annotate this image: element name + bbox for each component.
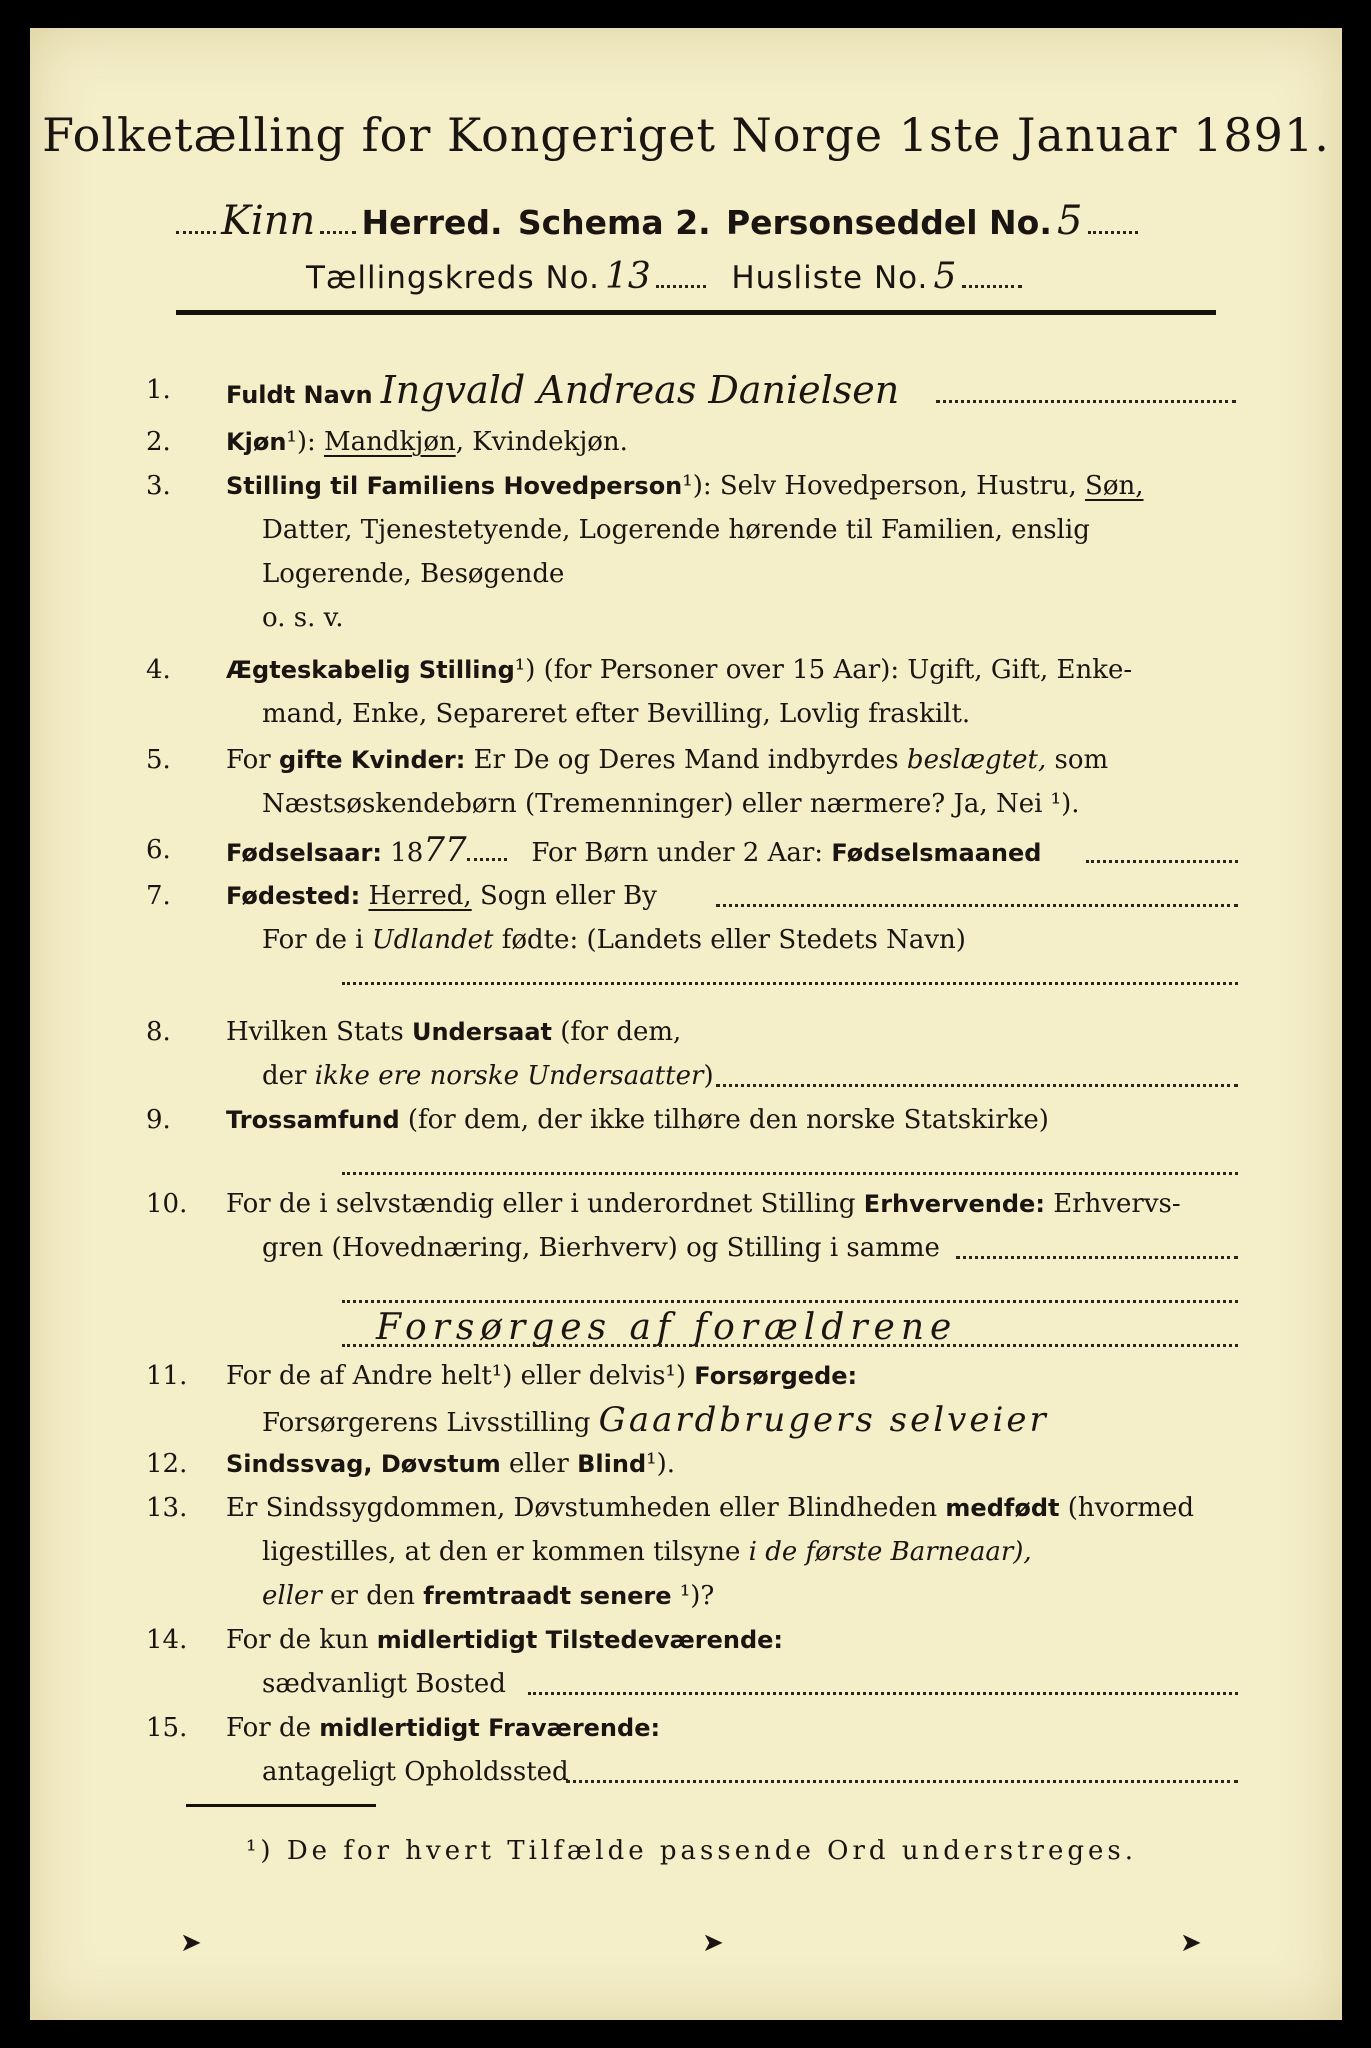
item-5-som: som — [1054, 745, 1109, 775]
footnote-ref: ¹): — [682, 471, 712, 501]
item-number: 10. — [146, 1189, 188, 1219]
item-7-line-2 — [262, 918, 966, 962]
aegteskab-label: Ægteskabelig Stilling — [226, 656, 515, 684]
item-number: 15. — [146, 1713, 188, 1743]
fill-line — [342, 1172, 1238, 1175]
forsorgede-label: Forsørgede: — [694, 1362, 858, 1390]
forsorger-value: Gaardbrugers selveier — [598, 1400, 1049, 1440]
fodselsaar-prefix: 18 — [390, 838, 424, 868]
kreds-label: Tællingskreds No. — [306, 260, 600, 296]
sindssvag-label: Sindssvag, Døvstum — [226, 1450, 501, 1478]
footnote-ref: ¹)? — [679, 1581, 715, 1611]
item-8-der: der — [262, 1061, 307, 1091]
item-5-line-2: Næstsøskendebørn (Tremenninger) eller nærmere? Ja, Nei ¹). — [262, 789, 1080, 819]
herred-value: Kinn — [221, 198, 316, 244]
item-10-line-2: gren (Hovednæring, Bierhverv) og Stilling i samme — [262, 1233, 940, 1263]
kjon-option-kvindekjon: , Kvindekjøn. — [455, 427, 628, 457]
item-13-text: Er Sindssygdommen, Døvstumheden eller Blindheden — [226, 1493, 938, 1523]
tilstedevaerende-label: midlertidigt Tilstedeværende: — [376, 1626, 784, 1654]
item-number: 8. — [146, 1017, 171, 1047]
item-9-line-1 — [226, 1098, 1049, 1142]
fodselsaar-value: 77 — [423, 830, 467, 870]
item-5-pre: For — [226, 745, 271, 775]
item-14-line-1 — [226, 1618, 783, 1662]
schema-label: Schema 2. — [517, 203, 711, 242]
fodselsaar-label: Fødselsaar: — [226, 839, 382, 867]
fremtraadt-label: fremtraadt senere — [423, 1582, 672, 1610]
opholdssted-label: antageligt Opholdssted — [262, 1757, 569, 1787]
item-number: 14. — [146, 1625, 188, 1655]
item-3-line-1 — [226, 464, 1144, 508]
herred-line — [176, 198, 1138, 244]
fill-line — [936, 400, 1236, 403]
item-3-line-4: o. s. v. — [262, 603, 344, 633]
fill-line — [528, 1692, 1238, 1695]
item-8-text: Hvilken Stats — [226, 1017, 404, 1047]
kreds-line — [306, 256, 1022, 297]
item-number: 4. — [146, 655, 171, 685]
item-11-line-2 — [262, 1398, 1049, 1445]
herred-label: Herred. — [361, 203, 503, 242]
item-10-erhvervs: Erhvervs- — [1053, 1189, 1181, 1219]
item-8-paren: ) — [703, 1061, 714, 1091]
form-title: Folketælling for Kongeriget Norge 1ste Januar 1891. — [42, 108, 1330, 162]
item-number: 9. — [146, 1105, 171, 1135]
item-11-delvis: ¹) eller delvis — [491, 1361, 666, 1391]
item-6-row — [226, 828, 1041, 875]
item-9-text: (for dem, der ikke tilhøre den norske Statskirke) — [407, 1105, 1049, 1135]
item-number: 3. — [146, 471, 171, 501]
fravaerende-label: midlertidigt Fraværende: — [319, 1714, 661, 1742]
item-13-italic: i de første Barneaar), — [748, 1537, 1032, 1567]
fodselsmaaned-label: Fødselsmaaned — [831, 839, 1042, 867]
fuldt-navn-value: Ingvald Andreas Danielsen — [380, 368, 900, 412]
item-12-eller: eller — [509, 1449, 569, 1479]
fodested-option-herred: Herred, — [368, 881, 472, 911]
fodselsmaaned-text: For Børn under 2 Aar: — [531, 838, 824, 868]
footnote-ref: ¹) — [665, 1361, 686, 1391]
erhvervende-label: Erhvervende: — [863, 1190, 1045, 1218]
fill-line — [342, 1300, 1238, 1303]
corner-mark-icon: ➤ — [180, 1928, 202, 1958]
footnote-ref: ¹) — [514, 655, 536, 685]
item-8-text-2: (for dem, — [560, 1017, 682, 1047]
item-4-line-1 — [226, 648, 1132, 692]
husliste-value: 5 — [933, 256, 957, 297]
item-number: 2. — [146, 427, 171, 457]
item-number: 12. — [146, 1449, 188, 1479]
stilling-options: Selv Hovedperson, Hustru, — [719, 471, 1077, 501]
trossamfund-label: Trossamfund — [226, 1106, 400, 1134]
item-2-row — [226, 420, 628, 464]
item-number: 1. — [146, 375, 171, 405]
aegteskab-options: (for Personer over 15 Aar): Ugift, Gift, Enke- — [543, 655, 1133, 685]
item-13-eller: eller — [262, 1581, 322, 1611]
item-13-text-2: ligestilles, at den er kommen tilsyne — [262, 1537, 741, 1567]
fill-line — [716, 1084, 1238, 1087]
kreds-value: 13 — [605, 256, 651, 297]
forsorger-label: Forsørgerens Livsstilling — [262, 1408, 591, 1438]
fill-line — [342, 1344, 1238, 1347]
item-8-italic: ikke ere norske Undersaatter — [314, 1061, 704, 1091]
item-number: 13. — [146, 1493, 188, 1523]
udland-rest: fødte: (Landets eller Stedets Navn) — [501, 925, 966, 955]
fill-line — [1086, 860, 1238, 863]
item-10-line-1 — [226, 1182, 1181, 1226]
item-12-row — [226, 1442, 675, 1486]
item-8-line-1 — [226, 1010, 681, 1054]
undersaat-label: Undersaat — [411, 1018, 552, 1046]
medfodt-label: medfødt — [945, 1494, 1060, 1522]
erhverv-value: Forsørges af forældrene — [376, 1307, 958, 1348]
item-4-line-2: mand, Enke, Separeret efter Bevilling, Lovlig fraskilt. — [262, 699, 971, 729]
item-11-text: For de af Andre helt — [226, 1361, 492, 1391]
fill-line — [342, 982, 1238, 985]
item-number: 11. — [146, 1361, 188, 1391]
item-11-line-1 — [226, 1354, 857, 1398]
fuldt-navn-label: Fuldt Navn — [226, 381, 373, 409]
footnote: ¹) De for hvert Tilfælde passende Ord understreges. — [246, 1836, 1138, 1866]
item-10-text: For de i selvstændig eller i underordnet Stilling — [226, 1189, 856, 1219]
corner-mark-icon: ➤ — [1180, 1928, 1202, 1958]
kjon-label: Kjøn — [226, 428, 287, 456]
stilling-option-son: Søn, — [1085, 471, 1144, 501]
header-rule — [176, 310, 1216, 315]
personseddel-label: Personseddel No. — [725, 203, 1052, 242]
item-3-line-2: Datter, Tjenestetyende, Logerende hørende til Familien, enslig — [262, 515, 1090, 545]
blind-label: Blind — [577, 1450, 647, 1478]
item-13-er-den: er den — [330, 1581, 415, 1611]
item-5-beslaegtet: beslægtet, — [906, 745, 1047, 775]
fodested-label: Fødested: — [226, 882, 361, 910]
item-number: 7. — [146, 881, 171, 911]
bosted-label: sædvanligt Bosted — [262, 1669, 506, 1699]
item-number: 5. — [146, 745, 171, 775]
stilling-label: Stilling til Familiens Hovedperson — [226, 472, 683, 500]
footnote-ref: ¹): — [286, 427, 316, 457]
item-13-line-3 — [262, 1574, 714, 1618]
udland-text: For de i — [262, 925, 364, 955]
item-5-line-1 — [226, 738, 1108, 782]
census-form — [30, 28, 1342, 2020]
fill-line — [716, 904, 1238, 907]
item-13-hvormed: (hvormed — [1067, 1493, 1195, 1523]
item-number: 6. — [146, 835, 171, 865]
fill-line — [566, 1780, 1238, 1783]
item-15-line-1 — [226, 1706, 660, 1750]
item-5-text: Er De og Deres Mand indbyrdes — [473, 745, 899, 775]
fill-line — [956, 1256, 1238, 1259]
fodested-options: Sogn eller By — [479, 881, 657, 911]
item-14-text: For de kun — [226, 1625, 369, 1655]
personseddel-value: 5 — [1056, 198, 1083, 244]
footnote-ref: ¹). — [646, 1449, 675, 1479]
item-13-line-2 — [262, 1530, 1032, 1574]
gifte-kvinder-label: gifte Kvinder: — [278, 746, 466, 774]
footnote-rule — [186, 1804, 376, 1807]
udland-italic: Udlandet — [371, 925, 494, 955]
item-1-row — [226, 368, 899, 417]
center-mark-icon: ➤ — [702, 1928, 724, 1958]
item-3-line-3: Logerende, Besøgende — [262, 559, 565, 589]
husliste-label: Husliste No. — [731, 260, 929, 296]
kjon-option-mandkjon: Mandkjøn — [324, 427, 456, 457]
item-15-text: For de — [226, 1713, 311, 1743]
item-13-line-1 — [226, 1486, 1194, 1530]
item-7-line-1 — [226, 874, 657, 918]
item-8-line-2 — [262, 1054, 714, 1098]
